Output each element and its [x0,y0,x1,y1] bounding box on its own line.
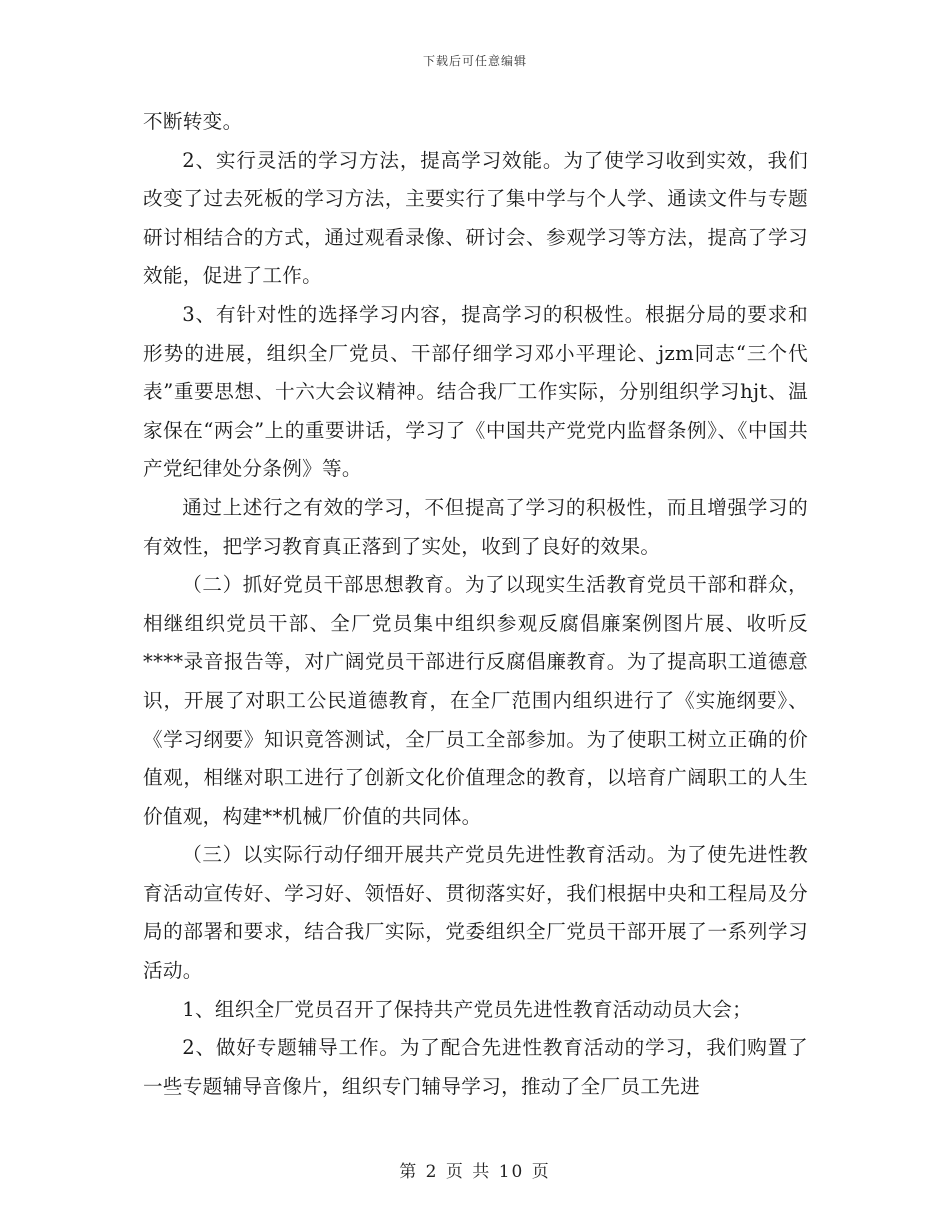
page-header: 下载后可任意编辑 [422,54,527,68]
paragraph-7: 1、组织全厂党员召开了保持共产党员先进性教育活动动员大会； [182,997,752,1021]
paragraph-3: 3、有针对性的选择学习内容，提高学习的积极性。根据分局的要求和形势的进展，组织全厂党员、干部仔细学习邓小平理论、jzm同志“三个代表”重要思想、十六大会议精神。结合我厂工作实际，分别组织学习hjt、温家保在“两会”上的重要讲话，学习了《中国共产党党内监督条例》、《中国共产党纪律处分条例》等。 [143,302,808,481]
paragraph-5: （二）抓好党员干部思想教育。为了以现实生活教育党员干部和群众，相继组织党员干部、全厂党员集中组织参观反腐倡廉案例图片展、收听反****录音报告等，对广阔党员干部进行反腐倡廉教育。为了提高职工道德意识，开展了对职工公民道德教育，在全厂范围内组织进行了《实施纲要》、《学习纲要》知识竟答测试，全厂员工全部参加。为了使职工树立正确的价值观，相继对职工进行了创新文化价值理念的教育，以培育广阔职工的人生价值观，构建**机械厂价值的共同体。 [143,573,808,828]
document-body [143,103,808,1106]
page-footer: 第 2 页 共 10 页 [399,1162,551,1182]
paragraph-1: 不断转变。 [143,110,243,133]
paragraph-8: 2、做好专题辅导工作。为了配合先进性教育活动的学习，我们购置了一些专题辅导音像片，组织专门辅导学习，推动了全厂员工先进 [143,1036,808,1098]
paragraph-6: （三）以实际行动仔细开展共产党员先进性教育活动。为了使先进性教育活动宣传好、学习好、领悟好、贯彻落实好，我们根据中央和工程局及分局的部署和要求，结合我厂实际，党委组织全厂党员干部开展了一系列学习活动。 [143,843,808,983]
paragraph-2: 2、实行灵活的学习方法，提高学习效能。为了使学习收到实效，我们改变了过去死板的学习方法，主要实行了集中学与个人学、通读文件与专题研讨相结合的方式，通过观看录像、研讨会、参观学习等方法，提高了学习效能，促进了工作。 [143,148,808,288]
paragraph-4: 通过上述行之有效的学习，不但提高了学习的积极性，而且增强学习的有效性，把学习教育真正落到了实处，收到了良好的效果。 [143,495,808,558]
